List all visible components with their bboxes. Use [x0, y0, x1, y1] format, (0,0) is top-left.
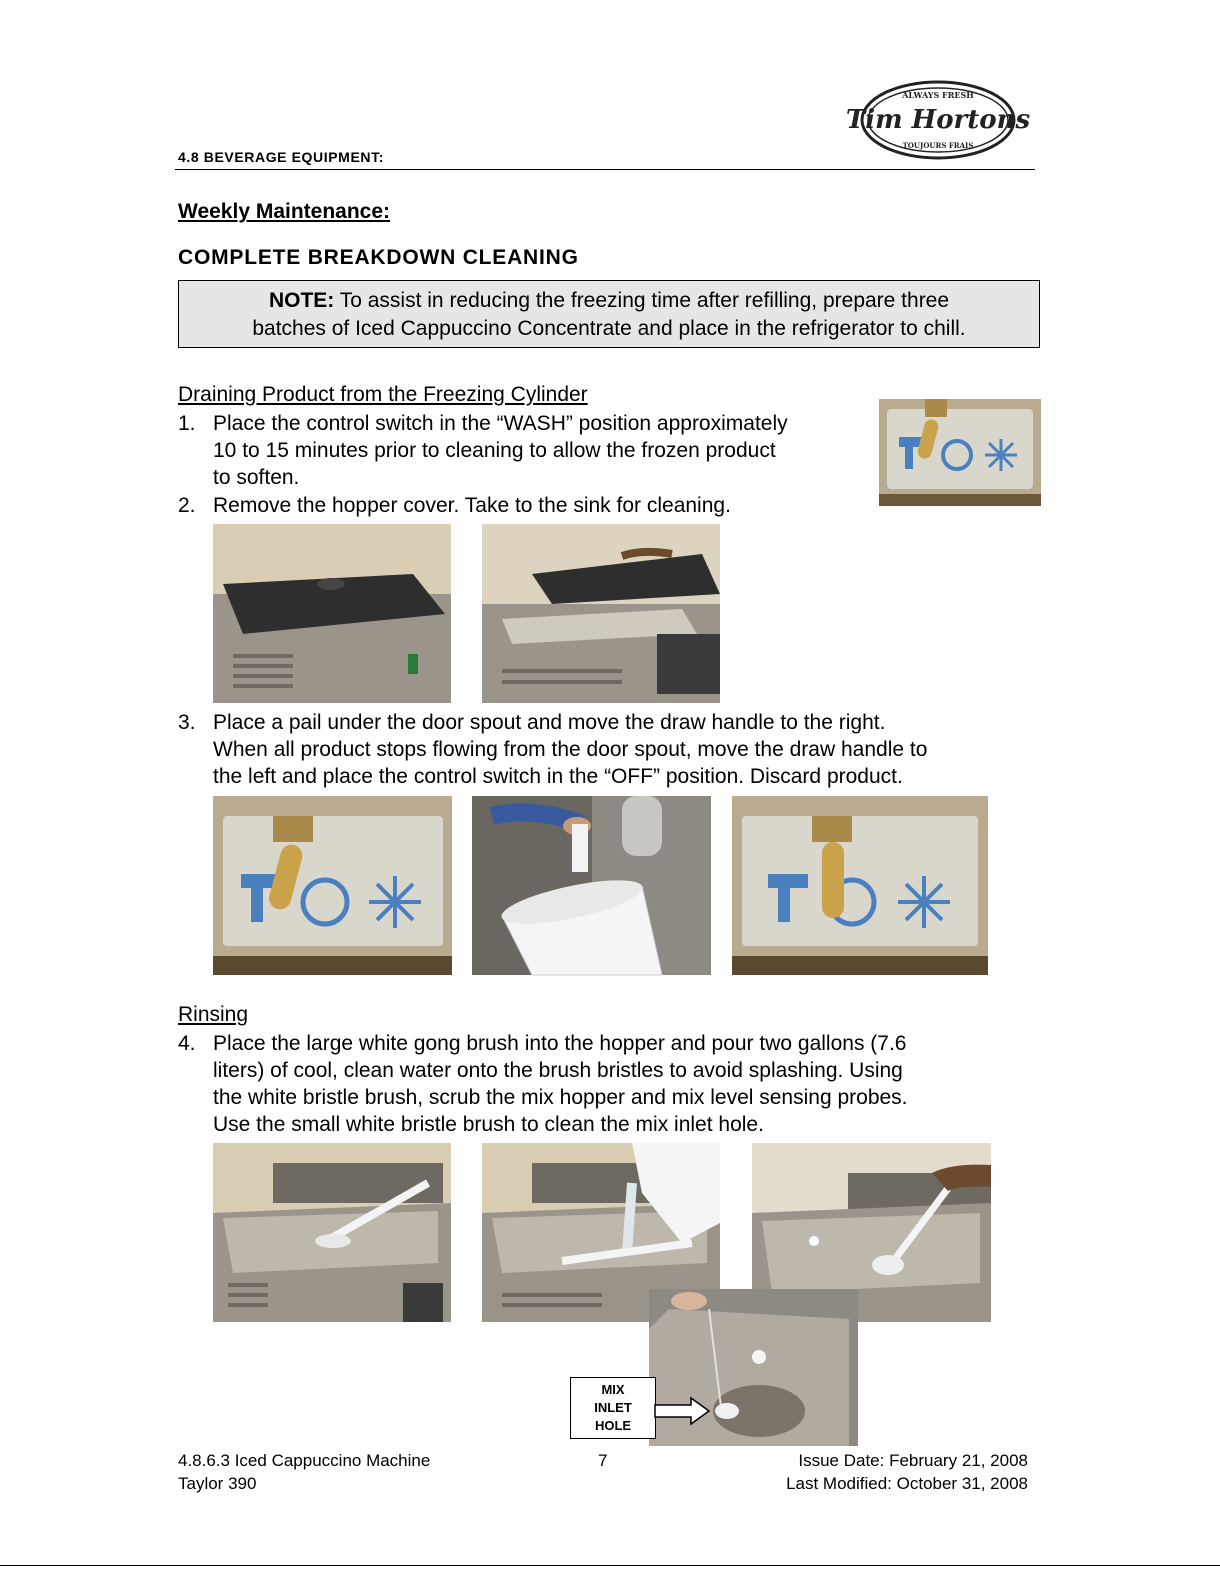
svg-text:ALWAYS FRESH: ALWAYS FRESH: [902, 90, 974, 100]
step-3: [178, 709, 1028, 790]
footer-doc-title: 4.8.6.3 Iced Cappuccino Machine: [178, 1451, 431, 1470]
step-4-line-2: liters) of cool, clean water onto the brush bristles to avoid splashing. Using: [213, 1059, 903, 1082]
step-2-line-1: Remove the hopper cover. Take to the sink for cleaning.: [213, 494, 731, 517]
step-number: 2.: [178, 494, 196, 517]
rinsing-subheading: Rinsing: [178, 1003, 249, 1026]
callout-arrow-icon: [655, 1396, 711, 1426]
page-bottom-divider: [0, 1565, 1220, 1566]
hopper-cover-open-photo: [482, 524, 720, 703]
note-box: [178, 280, 1040, 348]
step-4-line-1: Place the large white gong brush into the hopper and pour two gallons (7.6: [213, 1032, 907, 1055]
section-label: 4.8 BEVERAGE EQUIPMENT:: [178, 149, 384, 165]
callout-line-2: INLET: [594, 1400, 632, 1415]
step-1-line-1: Place the control switch in the “WASH” position approximately: [213, 412, 788, 435]
door-spout-photo: [213, 796, 452, 975]
step-number: 3.: [178, 711, 196, 734]
callout-line-3: HOLE: [594, 1418, 632, 1433]
note-text-2: batches of Iced Cappuccino Concentrate and place in the refrigerator to chill.: [252, 317, 966, 340]
step-1-line-3: to soften.: [213, 466, 300, 489]
svg-text:Tim Hortons: Tim Hortons: [845, 105, 1031, 135]
note-text-1: To assist in reducing the freezing time after refilling, prepare three: [334, 289, 950, 312]
header-divider: [175, 169, 1035, 170]
step-1: [178, 410, 878, 491]
footer-page-number: 7: [598, 1451, 608, 1470]
step-number: 4.: [178, 1032, 196, 1055]
step-2: [178, 492, 878, 519]
weekly-maintenance-heading: Weekly Maintenance:: [178, 200, 391, 223]
mix-inlet-hole-callout: [570, 1377, 656, 1439]
tim-hortons-logo: [845, 78, 1031, 162]
step-number: 1.: [178, 412, 196, 435]
note-label: NOTE:: [268, 289, 335, 312]
hopper-cover-closed-photo: [213, 524, 451, 703]
footer-model: Taylor 390: [178, 1474, 257, 1493]
step-3-line-3: the left and place the control switch in the “OFF” position. Discard product.: [213, 765, 903, 788]
step-4-line-3: the white bristle brush, scrub the mix hopper and mix level sensing probes.: [213, 1086, 908, 1109]
gong-brush-photo: [213, 1143, 451, 1322]
footer-issue-date: Issue Date: February 21, 2008: [798, 1451, 1028, 1470]
spout-photo: [879, 399, 1041, 506]
step-1-line-2: 10 to 15 minutes prior to cleaning to allow the frozen product: [213, 439, 776, 462]
draining-subheading: Draining Product from the Freezing Cylinder: [178, 383, 588, 406]
step-3-line-2: When all product stops flowing from the door spout, move the draw handle to: [213, 738, 928, 761]
step-4-line-4: Use the small white bristle brush to clean the mix inlet hole.: [213, 1113, 764, 1136]
complete-breakdown-heading: COMPLETE BREAKDOWN CLEANING: [178, 246, 579, 269]
spout-closed-photo: [732, 796, 988, 975]
step-3-line-1: Place a pail under the door spout and move the draw handle to the right.: [213, 711, 886, 734]
pail-under-spout-photo: [472, 796, 711, 975]
svg-text:TOUJOURS FRAIS: TOUJOURS FRAIS: [902, 141, 974, 150]
step-4: [178, 1030, 1028, 1138]
note-line-1: [179, 287, 1039, 315]
callout-line-1: MIX: [601, 1382, 625, 1397]
footer-last-modified: Last Modified: October 31, 2008: [786, 1474, 1028, 1493]
